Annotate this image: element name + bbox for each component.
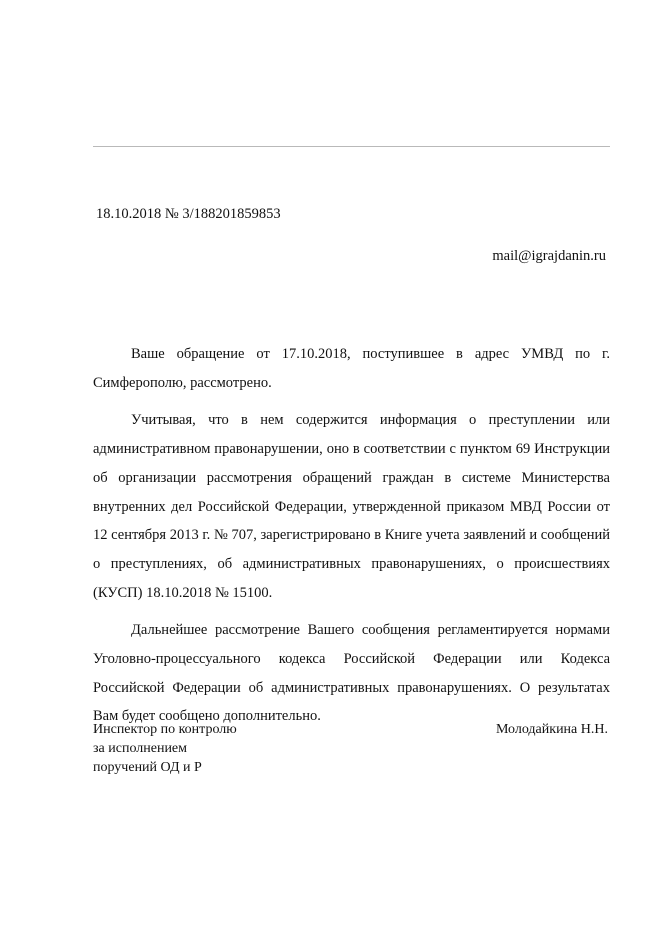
signatory-position-line: поручений ОД и Р: [93, 760, 202, 775]
recipient-email: mail@igrajdanin.ru: [492, 248, 606, 264]
paragraph-further-action: Дальнейшее рассмотрение Вашего сообщения регламентируется нормами Уголовно-процессуального кодекса Российской Федерации или Кодекса Российской Федерации об административных правонарушениях. О результатах Вам будет сообщено дополнительно.: [93, 622, 610, 725]
signatory-position-line: Инспектор по контролю: [93, 722, 237, 737]
paragraph-review-notice: Ваше обращение от 17.10.2018, поступившее в адрес УМВД по г. Симферополю, рассмотрено.: [93, 346, 610, 391]
signatory-position-line: за исполнением: [93, 741, 188, 756]
paragraph-registration-details: Учитывая, что в нем содержится информация о преступлении или административном правонарушении, оно в соответствии с пунктом 69 Инструкции об организации рассмотрения обращений граждан в системе Министерства внутренних дел Российской Федерации, утвержденной приказом МВД России от 12 сентября 2013 г. № 707, зарегистрировано в Книге учета заявлений и сообщений о преступлениях, об административных правонарушениях, о происшествиях (КУСП) 18.10.2018 № 15100.: [93, 412, 610, 601]
signatory-position: [93, 720, 237, 777]
letter-body: [93, 340, 610, 740]
signatory-name: Молодайкина Н.Н.: [495, 722, 608, 737]
registration-number: 18.10.2018 № 3/188201859853: [96, 206, 281, 222]
header-divider: [93, 146, 610, 147]
